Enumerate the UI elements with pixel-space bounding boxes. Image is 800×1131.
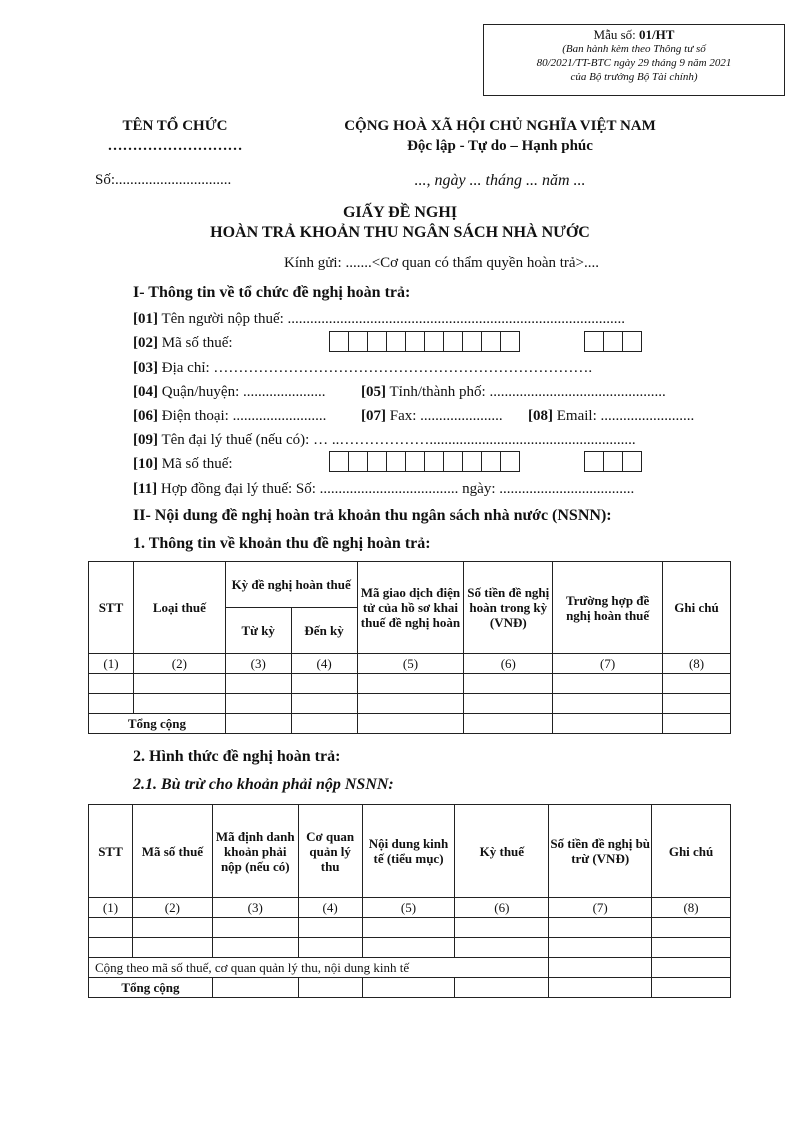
field-04: [04] Quận/huyện: ...................... <box>133 384 326 400</box>
col-from-period: Từ kỳ <box>225 608 291 654</box>
col-payable-id: Mã định danh khoản phải nộp (nếu có) <box>212 805 298 898</box>
org-name-dots: ……………………… <box>107 138 243 154</box>
col-collecting-agency: Cơ quan quản lý thu <box>298 805 362 898</box>
total-row <box>89 714 731 734</box>
section2-sub1: 1. Thông tin về khoản thu đề nghị hoàn trả: <box>133 535 431 552</box>
section2-heading: II- Nội dung đề nghị hoàn trả khoản thu ngân sách nhà nước (NSNN): <box>133 507 612 524</box>
org-name: TÊN TỔ CHỨC <box>122 118 228 134</box>
field-09: [09] Tên đại lý thuế (nếu có): … ..………………....................................................... <box>133 432 636 448</box>
tax-code-boxes[interactable] <box>330 331 520 352</box>
issued-note-3: của Bộ trưởng Bộ Tài chính) <box>570 71 698 83</box>
refund-items-table <box>88 561 731 734</box>
agent-tax-code-suffix-boxes[interactable] <box>585 451 642 472</box>
doc-title: GIẤY ĐỀ NGHỊ <box>342 204 458 221</box>
table-row[interactable] <box>89 918 731 938</box>
col-notes: Ghi chú <box>652 805 731 898</box>
col-refund-amount: Số tiền đề nghị hoàn trong kỳ (VNĐ) <box>464 562 553 654</box>
table-row[interactable] <box>89 674 731 694</box>
field-06: [06] Điện thoại: ......................... <box>133 408 327 424</box>
agent-tax-code-boxes[interactable] <box>330 451 520 472</box>
total-label: Tổng cộng <box>89 978 213 998</box>
section1-heading: I- Thông tin về tổ chức đề nghị hoàn trả: <box>133 284 411 301</box>
form-number-box <box>483 24 785 96</box>
col-tax-code: Mã số thuế <box>132 805 212 898</box>
col-transaction-code: Mã giao dịch điện tử của hồ sơ khai thuế đề nghị hoàn <box>357 562 464 654</box>
col-stt: STT <box>89 562 134 654</box>
table-row[interactable] <box>89 938 731 958</box>
total-row <box>89 978 731 998</box>
field-10: [10] Mã số thuế: <box>133 456 233 472</box>
field-08: [08] Email: ......................... <box>528 408 695 424</box>
col-economic-content: Nội dung kinh tế (tiểu mục) <box>362 805 455 898</box>
subtotal-label: Cộng theo mã số thuế, cơ quan quản lý thu, nội dung kinh tế <box>89 958 549 978</box>
motto: Độc lập - Tự do – Hạnh phúc <box>407 138 593 154</box>
doc-subtitle: HOÀN TRẢ KHOẢN THU NGÂN SÁCH NHÀ NƯỚC <box>210 224 590 241</box>
col-refund-period: Kỳ đề nghị hoàn thuế <box>225 562 357 608</box>
subtotal-row <box>89 958 731 978</box>
date-line: ..., ngày ... tháng ... năm ... <box>414 172 586 189</box>
section2-sub21: 2.1. Bù trừ cho khoản phải nộp NSNN: <box>133 776 394 793</box>
form-number: Mẫu số: 01/HT <box>593 27 675 42</box>
col-refund-case: Trường hợp đề nghị hoàn thuế <box>553 562 663 654</box>
col-tax-period: Kỳ thuế <box>455 805 549 898</box>
issued-note-2: 80/2021/TT-BTC ngày 29 tháng 9 năm 2021 <box>536 57 732 69</box>
tax-code-suffix-boxes[interactable] <box>585 331 642 352</box>
document-number: Số:............................... <box>95 172 232 188</box>
col-offset-amount: Số tiền đề nghị bù trừ (VNĐ) <box>549 805 652 898</box>
recipient-line: Kính gửi: .......<Cơ quan có thẩm quyền hoàn trả>.... <box>284 255 600 271</box>
table-row[interactable] <box>89 694 731 714</box>
nation-title: CỘNG HOÀ XÃ HỘI CHỦ NGHĨA VIỆT NAM <box>344 118 656 134</box>
column-number-row: (1) (2) (3) (4) (5) (6) (7) (8) <box>89 898 731 918</box>
field-02: [02] Mã số thuế: <box>133 335 233 351</box>
field-01: [01] Tên người nộp thuế: .......................................................................................... <box>133 311 626 327</box>
field-11: [11] Hợp đồng đại lý thuế: Số: ..................................... ngày: .................................... <box>133 481 635 497</box>
column-number-row: (1) (2) (3) (4) (5) (6) (7) (8) <box>89 654 731 674</box>
total-label: Tổng cộng <box>89 714 226 734</box>
col-tax-type: Loại thuế <box>133 562 225 654</box>
offset-table <box>88 804 731 998</box>
field-03: [03] Địa chỉ: …………………………………………………………………. <box>133 360 593 376</box>
field-07: [07] Fax: ...................... <box>361 408 503 424</box>
section2-sub2: 2. Hình thức đề nghị hoàn trả: <box>133 748 341 765</box>
col-to-period: Đến kỳ <box>291 608 357 654</box>
field-05: [05] Tỉnh/thành phố: ............................................... <box>361 384 666 400</box>
issued-note-1: (Ban hành kèm theo Thông tư số <box>562 43 706 55</box>
col-notes: Ghi chú <box>663 562 731 654</box>
col-stt: STT <box>89 805 133 898</box>
